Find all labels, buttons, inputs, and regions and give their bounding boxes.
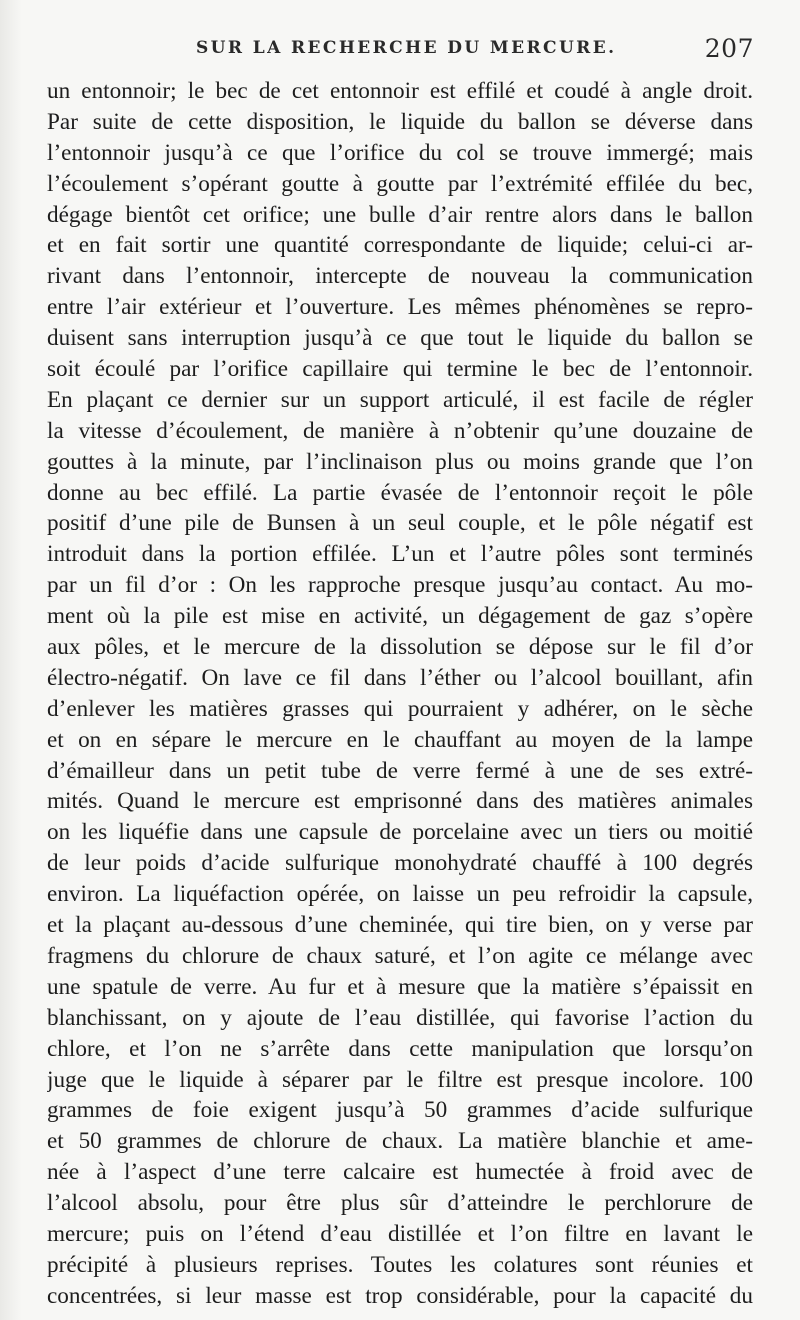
body-text	[47, 76, 753, 1312]
text-line: et la plaçant au-dessous d’une cheminée, qui tire bien, on y verse par	[47, 912, 753, 939]
text-line: environ. La liquéfaction opérée, on laisse un peu refroidir la capsule,	[47, 881, 753, 908]
text-line: la vitesse d’écoulement, de manière à n’obtenir qu’une douzaine de	[47, 417, 753, 444]
text-line: chlore, et l’on ne s’arrête dans cette manipulation que lorsqu’on	[47, 1035, 753, 1062]
page-header	[46, 34, 754, 68]
text-line: précipité à plusieurs reprises. Toutes les colatures sont réunies et	[47, 1251, 753, 1278]
text-line: duisent sans interruption jusqu’à ce que tout le liquide du ballon se	[47, 325, 753, 352]
text-line: grammes de foie exigent jusqu’à 50 grammes d’acide sulfurique	[47, 1097, 753, 1124]
text-line: et en fait sortir une quantité correspondante de liquide; celui-ci ar-	[47, 232, 753, 259]
text-line: juge que le liquide à séparer par le filtre est presque incolore. 100	[47, 1066, 753, 1093]
text-line: l’entonnoir jusqu’à ce que l’orifice du col se trouve immergé; mais	[47, 139, 753, 166]
running-head: SUR LA RECHERCHE DU MERCURE.	[196, 38, 617, 58]
text-line: blanchissant, on y ajoute de l’eau distillée, qui favorise l’action du	[47, 1004, 753, 1031]
text-line: gouttes à la minute, par l’inclinaison plus ou moins grande que l’on	[47, 448, 753, 475]
text-line: l’alcool absolu, pour être plus sûr d’atteindre le perchlorure de	[47, 1190, 753, 1217]
text-line: ment où la pile est mise en activité, un dégagement de gaz s’opère	[47, 603, 753, 630]
text-line: donne au bec effilé. La partie évasée de l’entonnoir reçoit le pôle	[47, 479, 753, 506]
text-line: fragmens du chlorure de chaux saturé, et l’on agite ce mélange avec	[47, 942, 753, 969]
text-line: introduit dans la portion effilée. L’un et l’autre pôles sont terminés	[47, 541, 753, 568]
page-number: 207	[704, 34, 754, 63]
text-line: d’émailleur dans un petit tube de verre fermé à une de ses extré-	[47, 757, 753, 784]
text-line: dégage bientôt cet orifice; une bulle d’air rentre alors dans le ballon	[47, 201, 753, 228]
text-line: En plaçant ce dernier sur un support articulé, il est facile de régler	[47, 386, 753, 413]
text-line: mercure; puis on l’étend d’eau distillée et l’on filtre en lavant le	[47, 1220, 753, 1247]
text-line: d’enlever les matières grasses qui pourraient y adhérer, on le sèche	[47, 695, 753, 722]
text-line: aux pôles, et le mercure de la dissolution se dépose sur le fil d’or	[47, 634, 753, 661]
text-line: mités. Quand le mercure est emprisonné dans des matières animales	[47, 788, 753, 815]
text-line: par un fil d’or : On les rapproche presque jusqu’au contact. Au mo-	[47, 572, 753, 599]
text-line: concentrées, si leur masse est trop considérable, pour la capacité du	[47, 1282, 753, 1309]
text-line: entre l’air extérieur et l’ouverture. Les mêmes phénomènes se repro-	[47, 294, 753, 321]
text-line: et on en sépare le mercure en le chauffant au moyen de la lampe	[47, 726, 753, 753]
text-line: et 50 grammes de chlorure de chaux. La matière blanchie et ame-	[47, 1128, 753, 1155]
text-line: l’écoulement s’opérant goutte à goutte par l’extrémité effilée du bec,	[47, 170, 753, 197]
page-gutter-shadow	[0, 0, 22, 1320]
text-line: Par suite de cette disposition, le liquide du ballon se déverse dans	[47, 108, 753, 135]
text-line: une spatule de verre. Au fur et à mesure que la matière s’épaissit en	[47, 973, 753, 1000]
text-line: électro-négatif. On lave ce fil dans l’éther ou l’alcool bouillant, afin	[47, 664, 753, 691]
text-line: positif d’une pile de Bunsen à un seul couple, et le pôle négatif est	[47, 510, 753, 537]
text-line: née à l’aspect d’une terre calcaire est humectée à froid avec de	[47, 1159, 753, 1186]
text-line: un entonnoir; le bec de cet entonnoir est effilé et coudé à angle droit.	[47, 78, 753, 104]
text-line: de leur poids d’acide sulfurique monohydraté chauffé à 100 degrés	[47, 850, 753, 877]
text-line: rivant dans l’entonnoir, intercepte de nouveau la communication	[47, 263, 753, 290]
text-line: on les liquéfie dans une capsule de porcelaine avec un tiers ou moitié	[47, 819, 753, 846]
text-line: soit écoulé par l’orifice capillaire qui termine le bec de l’entonnoir.	[47, 356, 753, 383]
